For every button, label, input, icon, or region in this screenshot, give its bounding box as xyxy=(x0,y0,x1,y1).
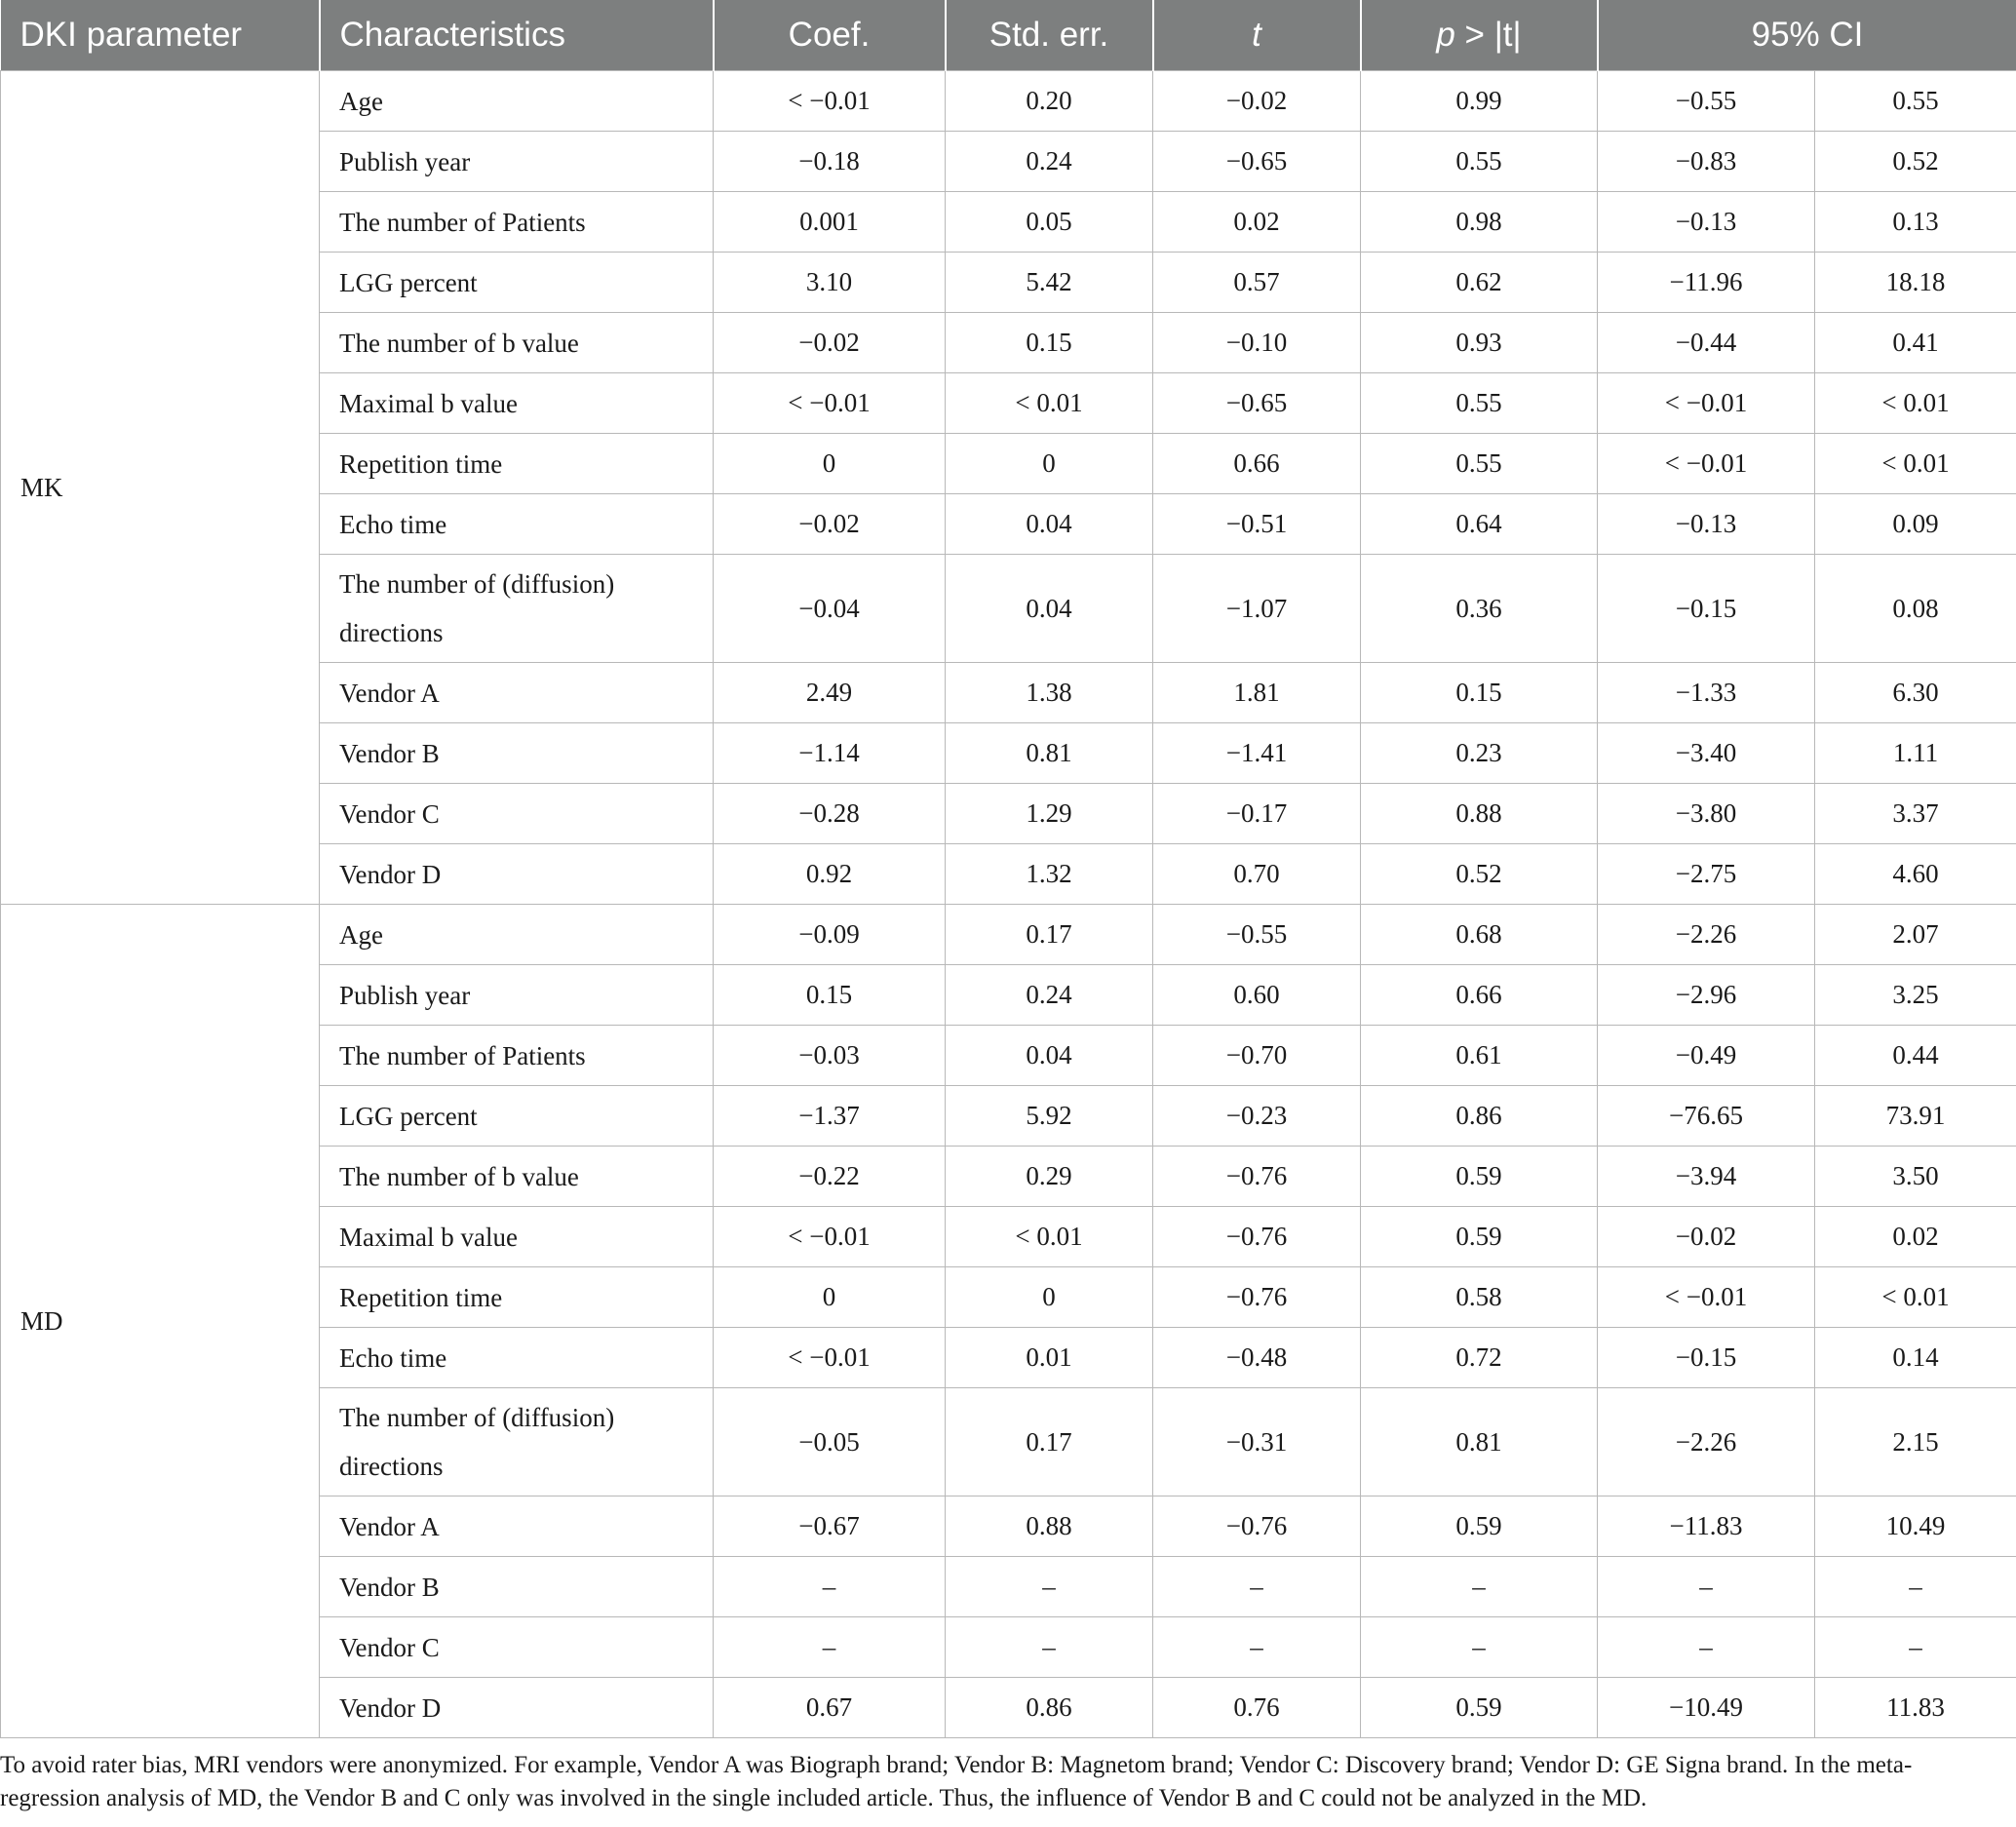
t-cell: −0.65 xyxy=(1153,132,1361,192)
ci-lower-cell: −11.96 xyxy=(1598,253,1815,313)
characteristic-cell: Vendor C xyxy=(320,784,714,844)
ci-upper-cell: 3.50 xyxy=(1815,1147,2016,1207)
coef-cell: 0 xyxy=(714,434,946,494)
coef-cell: −0.02 xyxy=(714,494,946,555)
std-err-cell: 1.29 xyxy=(946,784,1153,844)
ci-upper-cell: 11.83 xyxy=(1815,1678,2016,1738)
p-value-cell: – xyxy=(1361,1617,1598,1678)
ci-lower-cell: −0.44 xyxy=(1598,313,1815,373)
ci-lower-cell: < −0.01 xyxy=(1598,1267,1815,1328)
p-value-cell: 0.81 xyxy=(1361,1388,1598,1497)
ci-upper-cell: 0.52 xyxy=(1815,132,2016,192)
ci-lower-cell: −0.13 xyxy=(1598,494,1815,555)
characteristic-cell: The number of Patients xyxy=(320,1026,714,1086)
characteristic-cell: Vendor A xyxy=(320,1497,714,1557)
characteristic-cell: Vendor D xyxy=(320,1678,714,1738)
t-cell: 0.57 xyxy=(1153,253,1361,313)
ci-lower-cell: −10.49 xyxy=(1598,1678,1815,1738)
coef-cell: < −0.01 xyxy=(714,71,946,132)
coef-cell: −1.37 xyxy=(714,1086,946,1147)
header-t: t xyxy=(1153,0,1361,71)
std-err-cell: 1.38 xyxy=(946,663,1153,723)
std-err-cell: 0.86 xyxy=(946,1678,1153,1738)
t-cell: 0.66 xyxy=(1153,434,1361,494)
p-value-cell: 0.58 xyxy=(1361,1267,1598,1328)
ci-upper-cell: 0.55 xyxy=(1815,71,2016,132)
ci-upper-cell: 3.37 xyxy=(1815,784,2016,844)
coef-cell: – xyxy=(714,1617,946,1678)
t-cell: −1.41 xyxy=(1153,723,1361,784)
ci-lower-cell: −0.15 xyxy=(1598,555,1815,663)
characteristic-cell: Echo time xyxy=(320,1328,714,1388)
std-err-cell: 1.32 xyxy=(946,844,1153,905)
characteristic-cell: The number of Patients xyxy=(320,192,714,253)
ci-upper-cell: 0.02 xyxy=(1815,1207,2016,1267)
characteristic-cell: Vendor A xyxy=(320,663,714,723)
ci-upper-cell: 10.49 xyxy=(1815,1497,2016,1557)
p-value-cell: 0.88 xyxy=(1361,784,1598,844)
t-cell: 0.76 xyxy=(1153,1678,1361,1738)
std-err-cell: 0.01 xyxy=(946,1328,1153,1388)
std-err-cell: – xyxy=(946,1617,1153,1678)
ci-upper-cell: 4.60 xyxy=(1815,844,2016,905)
ci-upper-cell: 0.09 xyxy=(1815,494,2016,555)
header-characteristics: Characteristics xyxy=(320,0,714,71)
header-coef: Coef. xyxy=(714,0,946,71)
coef-cell: −0.18 xyxy=(714,132,946,192)
coef-cell: −0.28 xyxy=(714,784,946,844)
std-err-cell: < 0.01 xyxy=(946,373,1153,434)
t-cell: −0.76 xyxy=(1153,1267,1361,1328)
t-cell: −0.23 xyxy=(1153,1086,1361,1147)
table-row xyxy=(1,71,2016,132)
p-value-cell: 0.72 xyxy=(1361,1328,1598,1388)
ci-lower-cell: −0.55 xyxy=(1598,71,1815,132)
p-value-cell: 0.61 xyxy=(1361,1026,1598,1086)
ci-upper-cell: 0.44 xyxy=(1815,1026,2016,1086)
std-err-cell: 0 xyxy=(946,1267,1153,1328)
p-value-cell: 0.55 xyxy=(1361,373,1598,434)
coef-cell: −0.67 xyxy=(714,1497,946,1557)
t-cell: −0.17 xyxy=(1153,784,1361,844)
coef-cell: −0.05 xyxy=(714,1388,946,1497)
table-header-row xyxy=(1,0,2016,71)
characteristic-cell: Repetition time xyxy=(320,434,714,494)
ci-lower-cell: < −0.01 xyxy=(1598,434,1815,494)
p-value-cell: 0.15 xyxy=(1361,663,1598,723)
t-cell: −0.76 xyxy=(1153,1147,1361,1207)
characteristic-cell: Echo time xyxy=(320,494,714,555)
ci-lower-cell: −3.80 xyxy=(1598,784,1815,844)
std-err-cell: 0.15 xyxy=(946,313,1153,373)
t-cell: −0.31 xyxy=(1153,1388,1361,1497)
characteristic-cell: Age xyxy=(320,71,714,132)
characteristic-cell: Maximal b value xyxy=(320,1207,714,1267)
ci-upper-cell: 2.07 xyxy=(1815,905,2016,965)
p-value-cell: 0.55 xyxy=(1361,132,1598,192)
p-value-cell: 0.68 xyxy=(1361,905,1598,965)
coef-cell: 0.001 xyxy=(714,192,946,253)
t-cell: −0.65 xyxy=(1153,373,1361,434)
ci-upper-cell: 73.91 xyxy=(1815,1086,2016,1147)
ci-upper-cell: – xyxy=(1815,1617,2016,1678)
ci-upper-cell: < 0.01 xyxy=(1815,1267,2016,1328)
t-cell: −0.10 xyxy=(1153,313,1361,373)
std-err-cell: 0.17 xyxy=(946,1388,1153,1497)
characteristic-cell: Vendor C xyxy=(320,1617,714,1678)
ci-lower-cell: −2.26 xyxy=(1598,905,1815,965)
header-p-value: p > |t| xyxy=(1361,0,1598,71)
characteristic-cell: The number of b value xyxy=(320,1147,714,1207)
p-value-cell: 0.64 xyxy=(1361,494,1598,555)
ci-upper-cell: < 0.01 xyxy=(1815,434,2016,494)
ci-upper-cell: 0.41 xyxy=(1815,313,2016,373)
p-value-cell: 0.66 xyxy=(1361,965,1598,1026)
ci-lower-cell: −2.75 xyxy=(1598,844,1815,905)
coef-cell: −0.04 xyxy=(714,555,946,663)
t-cell: 1.81 xyxy=(1153,663,1361,723)
ci-lower-cell: −1.33 xyxy=(1598,663,1815,723)
t-cell: −0.76 xyxy=(1153,1497,1361,1557)
t-cell: −1.07 xyxy=(1153,555,1361,663)
p-value-cell: 0.86 xyxy=(1361,1086,1598,1147)
p-value-cell: 0.59 xyxy=(1361,1678,1598,1738)
characteristic-cell: Vendor B xyxy=(320,1557,714,1617)
ci-upper-cell: 6.30 xyxy=(1815,663,2016,723)
table-row xyxy=(1,905,2016,965)
p-value-cell: 0.99 xyxy=(1361,71,1598,132)
coef-cell: < −0.01 xyxy=(714,1207,946,1267)
ci-lower-cell: −76.65 xyxy=(1598,1086,1815,1147)
dki-parameter-cell: MK xyxy=(1,71,320,905)
ci-lower-cell: −11.83 xyxy=(1598,1497,1815,1557)
ci-upper-cell: 0.08 xyxy=(1815,555,2016,663)
coef-cell: −0.02 xyxy=(714,313,946,373)
t-cell: −0.55 xyxy=(1153,905,1361,965)
std-err-cell: 0.04 xyxy=(946,555,1153,663)
p-value-cell: 0.93 xyxy=(1361,313,1598,373)
characteristic-cell: The number of b value xyxy=(320,313,714,373)
coef-cell: 3.10 xyxy=(714,253,946,313)
table-footnote: To avoid rater bias, MRI vendors were anonymized. For example, Vendor A was Biograph brand; Vendor B: Magnetom brand; Vendor C: Discovery brand; Vendor D: GE Signa brand. In the meta-regression analysis of MD, the Vendor B and C only was involved in the single included article. Thus, the influence of Vendor B and C could not be analyzed in the MD. xyxy=(0,1752,1913,1811)
coef-cell: −0.22 xyxy=(714,1147,946,1207)
t-cell: −0.02 xyxy=(1153,71,1361,132)
ci-upper-cell: 2.15 xyxy=(1815,1388,2016,1497)
std-err-cell: 0.04 xyxy=(946,1026,1153,1086)
std-err-cell: 0 xyxy=(946,434,1153,494)
std-err-cell: 5.42 xyxy=(946,253,1153,313)
ci-lower-cell: −2.26 xyxy=(1598,1388,1815,1497)
t-cell: 0.60 xyxy=(1153,965,1361,1026)
ci-lower-cell: – xyxy=(1598,1617,1815,1678)
std-err-cell: – xyxy=(946,1557,1153,1617)
t-cell: −0.48 xyxy=(1153,1328,1361,1388)
header-std-err: Std. err. xyxy=(946,0,1153,71)
std-err-cell: < 0.01 xyxy=(946,1207,1153,1267)
std-err-cell: 0.05 xyxy=(946,192,1153,253)
std-err-cell: 0.24 xyxy=(946,132,1153,192)
coef-cell: 0.15 xyxy=(714,965,946,1026)
std-err-cell: 0.29 xyxy=(946,1147,1153,1207)
characteristic-cell: The number of (diffusion) directions xyxy=(320,1388,714,1497)
std-err-cell: 0.20 xyxy=(946,71,1153,132)
ci-lower-cell: −3.94 xyxy=(1598,1147,1815,1207)
p-value-cell: 0.59 xyxy=(1361,1147,1598,1207)
ci-lower-cell: −0.49 xyxy=(1598,1026,1815,1086)
header-95-ci: 95% CI xyxy=(1598,0,2016,71)
t-cell: 0.70 xyxy=(1153,844,1361,905)
coef-cell: – xyxy=(714,1557,946,1617)
coef-cell: < −0.01 xyxy=(714,373,946,434)
t-cell: −0.51 xyxy=(1153,494,1361,555)
characteristic-cell: Publish year xyxy=(320,965,714,1026)
ci-upper-cell: < 0.01 xyxy=(1815,373,2016,434)
ci-lower-cell: −3.40 xyxy=(1598,723,1815,784)
p-value-cell: 0.59 xyxy=(1361,1497,1598,1557)
std-err-cell: 0.04 xyxy=(946,494,1153,555)
t-cell: – xyxy=(1153,1617,1361,1678)
coef-cell: 0.67 xyxy=(714,1678,946,1738)
ci-lower-cell: −0.02 xyxy=(1598,1207,1815,1267)
ci-lower-cell: −2.96 xyxy=(1598,965,1815,1026)
t-cell: 0.02 xyxy=(1153,192,1361,253)
p-value-cell: 0.98 xyxy=(1361,192,1598,253)
p-value-cell: 0.23 xyxy=(1361,723,1598,784)
t-cell: −0.76 xyxy=(1153,1207,1361,1267)
coef-cell: 0.92 xyxy=(714,844,946,905)
characteristic-cell: The number of (diffusion) directions xyxy=(320,555,714,663)
t-cell: −0.70 xyxy=(1153,1026,1361,1086)
p-value-cell: – xyxy=(1361,1557,1598,1617)
characteristic-cell: Age xyxy=(320,905,714,965)
characteristic-cell: Vendor D xyxy=(320,844,714,905)
coef-cell: < −0.01 xyxy=(714,1328,946,1388)
ci-upper-cell: – xyxy=(1815,1557,2016,1617)
coef-cell: −0.09 xyxy=(714,905,946,965)
characteristic-cell: LGG percent xyxy=(320,1086,714,1147)
std-err-cell: 0.24 xyxy=(946,965,1153,1026)
p-value-cell: 0.59 xyxy=(1361,1207,1598,1267)
ci-upper-cell: 3.25 xyxy=(1815,965,2016,1026)
std-err-cell: 5.92 xyxy=(946,1086,1153,1147)
ci-lower-cell: – xyxy=(1598,1557,1815,1617)
ci-lower-cell: −0.83 xyxy=(1598,132,1815,192)
characteristic-cell: Vendor B xyxy=(320,723,714,784)
header-dki-parameter: DKI parameter xyxy=(1,0,320,71)
p-value-cell: 0.62 xyxy=(1361,253,1598,313)
std-err-cell: 0.88 xyxy=(946,1497,1153,1557)
characteristic-cell: Publish year xyxy=(320,132,714,192)
std-err-cell: 0.81 xyxy=(946,723,1153,784)
ci-upper-cell: 18.18 xyxy=(1815,253,2016,313)
characteristic-cell: LGG percent xyxy=(320,253,714,313)
ci-upper-cell: 0.13 xyxy=(1815,192,2016,253)
p-value-cell: 0.55 xyxy=(1361,434,1598,494)
ci-lower-cell: −0.15 xyxy=(1598,1328,1815,1388)
std-err-cell: 0.17 xyxy=(946,905,1153,965)
coef-cell: 0 xyxy=(714,1267,946,1328)
p-value-cell: 0.36 xyxy=(1361,555,1598,663)
coef-cell: −1.14 xyxy=(714,723,946,784)
ci-upper-cell: 1.11 xyxy=(1815,723,2016,784)
ci-upper-cell: 0.14 xyxy=(1815,1328,2016,1388)
dki-parameter-cell: MD xyxy=(1,905,320,1738)
table-body xyxy=(1,71,2016,1738)
ci-lower-cell: < −0.01 xyxy=(1598,373,1815,434)
coef-cell: 2.49 xyxy=(714,663,946,723)
ci-lower-cell: −0.13 xyxy=(1598,192,1815,253)
characteristic-cell: Repetition time xyxy=(320,1267,714,1328)
coef-cell: −0.03 xyxy=(714,1026,946,1086)
p-value-cell: 0.52 xyxy=(1361,844,1598,905)
t-cell: – xyxy=(1153,1557,1361,1617)
characteristic-cell: Maximal b value xyxy=(320,373,714,434)
